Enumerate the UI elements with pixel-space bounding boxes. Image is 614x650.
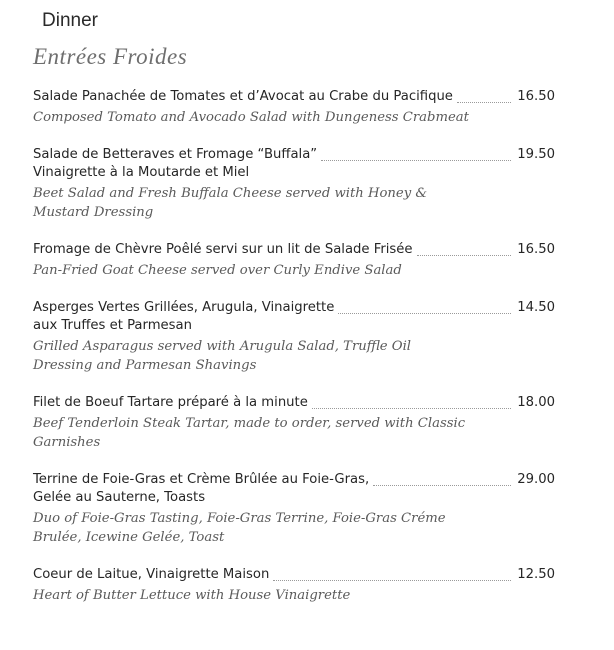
menu-item-name: Terrine de Foie-Gras et Crème Brûlée au Foie-Gras,	[33, 472, 370, 487]
dotted-leader	[273, 566, 511, 581]
menu-item-header	[33, 88, 555, 106]
menu-item-description: Beet Salad and Fresh Buffala Cheese served with Honey & Mustard Dressing	[33, 186, 428, 220]
menu-item-description: Pan-Fried Goat Cheese served over Curly Endive Salad	[33, 263, 402, 278]
menu-item-description: Heart of Butter Lettuce with House Vinaigrette	[33, 588, 351, 603]
menu-item-header	[33, 146, 555, 164]
dotted-leader	[312, 394, 511, 409]
menu-item	[33, 88, 555, 127]
menu-item-description: Beef Tenderloin Steak Tartar, made to order, served with Classic Garnishes	[33, 416, 466, 450]
menu-item-description: Grilled Asparagus served with Arugula Salad, Truffle Oil Dressing and Parmesan Shavings	[33, 339, 412, 373]
menu-item-description: Composed Tomato and Avocado Salad with Dungeness Crabmeat	[33, 110, 469, 125]
page-title: Dinner	[42, 10, 98, 31]
menu-list	[33, 88, 555, 605]
dotted-leader	[373, 471, 511, 486]
menu-item-name-continued: Gelée au Sauterne, Toasts	[33, 490, 206, 505]
menu-item-price: 16.50	[517, 242, 555, 257]
menu-item-name: Filet de Boeuf Tartare préparé à la minute	[33, 395, 308, 410]
menu-item	[33, 394, 555, 452]
menu-item-name: Salade de Betteraves et Fromage “Buffala”	[33, 147, 318, 162]
menu-item-name: Asperges Vertes Grillées, Arugula, Vinaigrette	[33, 300, 335, 315]
menu-item-price: 29.00	[517, 472, 555, 487]
menu-item-header	[33, 471, 555, 489]
menu-item	[33, 471, 555, 547]
menu-item-price: 18.00	[517, 395, 555, 410]
menu-item-name: Coeur de Laitue, Vinaigrette Maison	[33, 567, 270, 582]
menu-item-name: Fromage de Chèvre Poêlé servi sur un lit de Salade Frisée	[33, 242, 413, 257]
dotted-leader	[457, 88, 511, 103]
dotted-leader	[321, 146, 511, 161]
menu-item-header	[33, 299, 555, 317]
menu-item-header	[33, 566, 555, 584]
menu-item-price: 12.50	[517, 567, 555, 582]
menu-item-name-continued: aux Truffes et Parmesan	[33, 318, 192, 333]
menu-item-price: 19.50	[517, 147, 555, 162]
menu-item-name: Salade Panachée de Tomates et d’Avocat au Crabe du Pacifique	[33, 89, 453, 104]
section-title: Entrées Froides	[33, 44, 188, 69]
menu-item	[33, 241, 555, 280]
menu-item	[33, 566, 555, 605]
menu-item-name-continued: Vinaigrette à la Moutarde et Miel	[33, 165, 250, 180]
menu-item-header	[33, 241, 555, 259]
menu-item	[33, 299, 555, 375]
menu-item-price: 16.50	[517, 89, 555, 104]
menu-item	[33, 146, 555, 222]
dotted-leader	[338, 299, 511, 314]
menu-item-description: Duo of Foie-Gras Tasting, Foie-Gras Terrine, Foie-Gras Créme Brulée, Icewine Gelée, Toast	[33, 511, 446, 545]
menu-item-header	[33, 394, 555, 412]
dotted-leader	[417, 241, 512, 256]
menu-item-price: 14.50	[517, 300, 555, 315]
